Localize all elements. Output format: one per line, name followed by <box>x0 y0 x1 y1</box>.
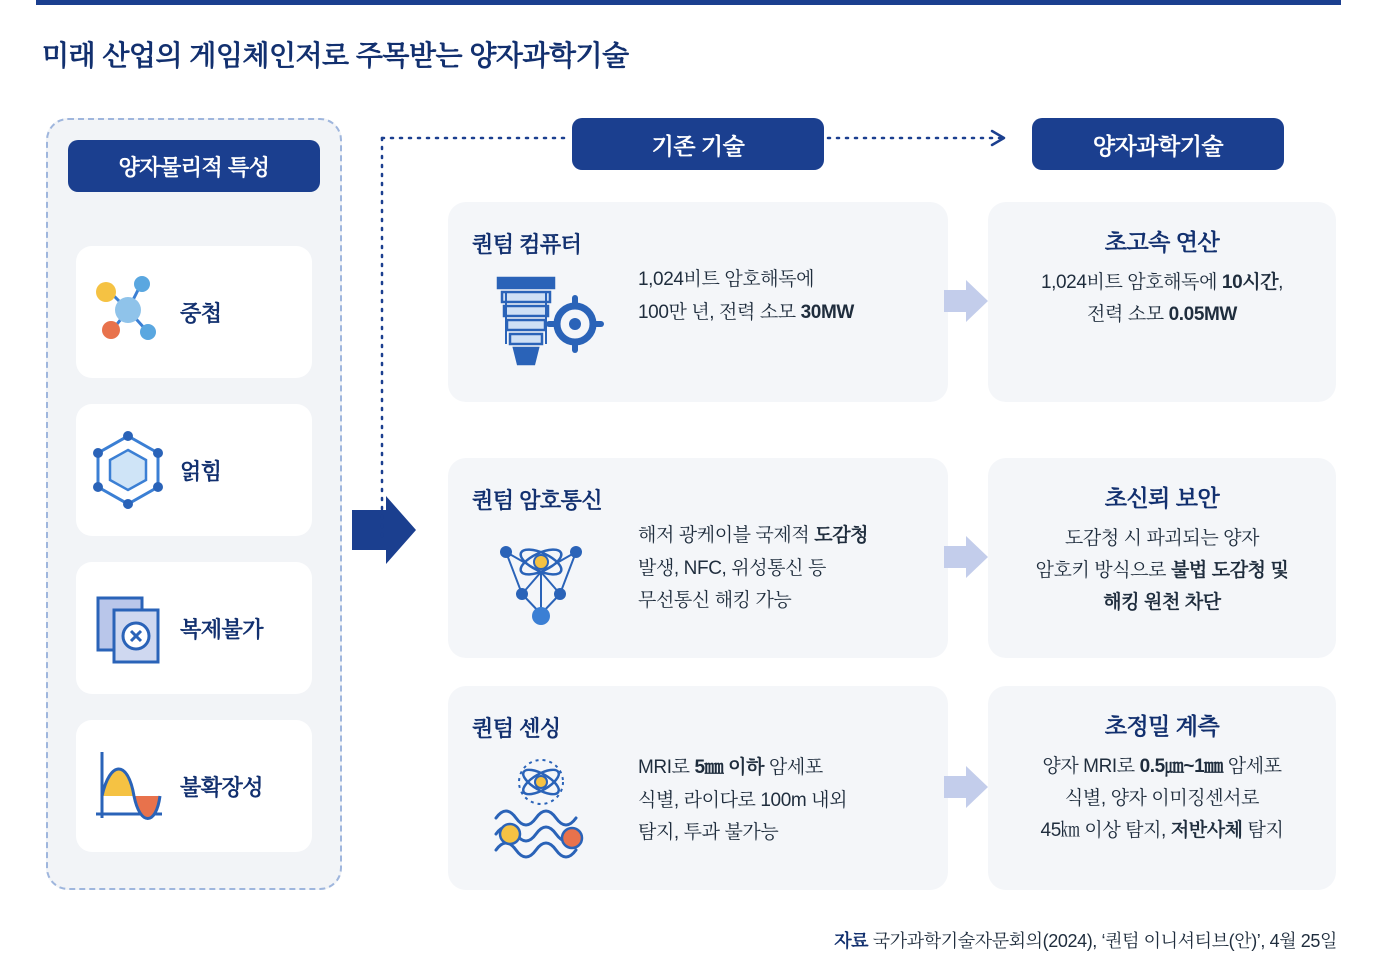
no-cloning-documents-icon <box>76 586 180 670</box>
existing-tech-card-crypto <box>448 458 948 658</box>
property-card-uncertainty <box>76 720 312 852</box>
source-label: 자료 <box>834 931 869 951</box>
quantum-tech-title-metrology: 초정밀 계측 <box>1104 713 1220 739</box>
existing-tech-text-sensing: MRI로 5㎜ 이하 암세포 식별, 라이다로 100m 내외 탐지, 투과 불가능 <box>638 757 848 844</box>
quantum-computer-icon <box>476 262 606 382</box>
existing-tech-title-crypto: 퀀텀 암호통신 <box>472 488 603 513</box>
property-card-no-cloning <box>76 562 312 694</box>
existing-tech-text-computer: 1,024비트 암호해독에 100만 년, 전력 소모 30MW <box>638 269 854 323</box>
superposition-molecule-icon <box>76 270 180 354</box>
source-note <box>834 927 1337 953</box>
property-card-superposition <box>76 246 312 378</box>
entanglement-hexagon-icon <box>76 428 180 512</box>
property-label-superposition: 중첩 <box>180 300 222 326</box>
row-arrow-icon-sensing <box>944 764 988 810</box>
property-card-entanglement <box>76 404 312 536</box>
existing-tech-title-computer: 퀀텀 컴퓨터 <box>472 232 582 257</box>
quantum-properties-title: 양자물리적 특성 <box>68 140 320 192</box>
existing-tech-card-sensing <box>448 686 948 890</box>
quantum-tech-card-security <box>988 458 1336 658</box>
existing-tech-text-crypto: 해저 광케이블 국제적 도감청 발생, NFC, 위성통신 등 무선통신 해킹 가능 <box>638 525 869 612</box>
quantum-tech-text-compute: 1,024비트 암호해독에 10시간, 전력 소모 0.05MW <box>1040 272 1284 325</box>
quantum-cryptography-network-icon <box>476 518 606 638</box>
row-arrow-icon-crypto <box>944 534 988 580</box>
quantum-tech-card-compute <box>988 202 1336 402</box>
page-title: 미래 산업의 게임체인저로 주목받는 양자과학기술 <box>42 40 629 71</box>
existing-tech-title-sensing: 퀀텀 센싱 <box>472 716 561 741</box>
header-quantum-tech: 양자과학기술 <box>1032 118 1284 170</box>
property-label-uncertainty: 불확장성 <box>180 774 264 800</box>
quantum-tech-card-metrology <box>988 686 1336 890</box>
quantum-tech-title-security: 초신뢰 보안 <box>1104 485 1220 511</box>
quantum-sensing-icon <box>476 746 606 866</box>
quantum-tech-text-metrology: 양자 MRI로 0.5㎛~1㎜ 암세포 식별, 양자 이미징센서로 45㎞ 이상 탐지, 저반사체 탐지 <box>1040 756 1284 841</box>
quantum-tech-text-security: 도감청 시 파괴되는 양자 암호키 방식으로 불법 도감청 및 해킹 원천 차단 <box>1035 528 1289 613</box>
property-label-no-cloning: 복제불가 <box>180 616 264 642</box>
quantum-tech-title-compute: 초고속 연산 <box>1104 229 1220 255</box>
header-existing-tech: 기존 기술 <box>572 118 824 170</box>
source-text: 국가과학기술자문회의(2024), ‘퀀텀 이니셔티브(안)’, 4월 25일 <box>872 931 1337 951</box>
existing-tech-card-computer <box>448 202 948 402</box>
top-rule <box>36 0 1341 5</box>
row-arrow-icon-computer <box>944 278 988 324</box>
panel-to-columns-arrow-icon <box>352 494 416 566</box>
uncertainty-wave-icon <box>76 744 180 828</box>
property-label-entanglement: 얽힘 <box>180 458 222 484</box>
